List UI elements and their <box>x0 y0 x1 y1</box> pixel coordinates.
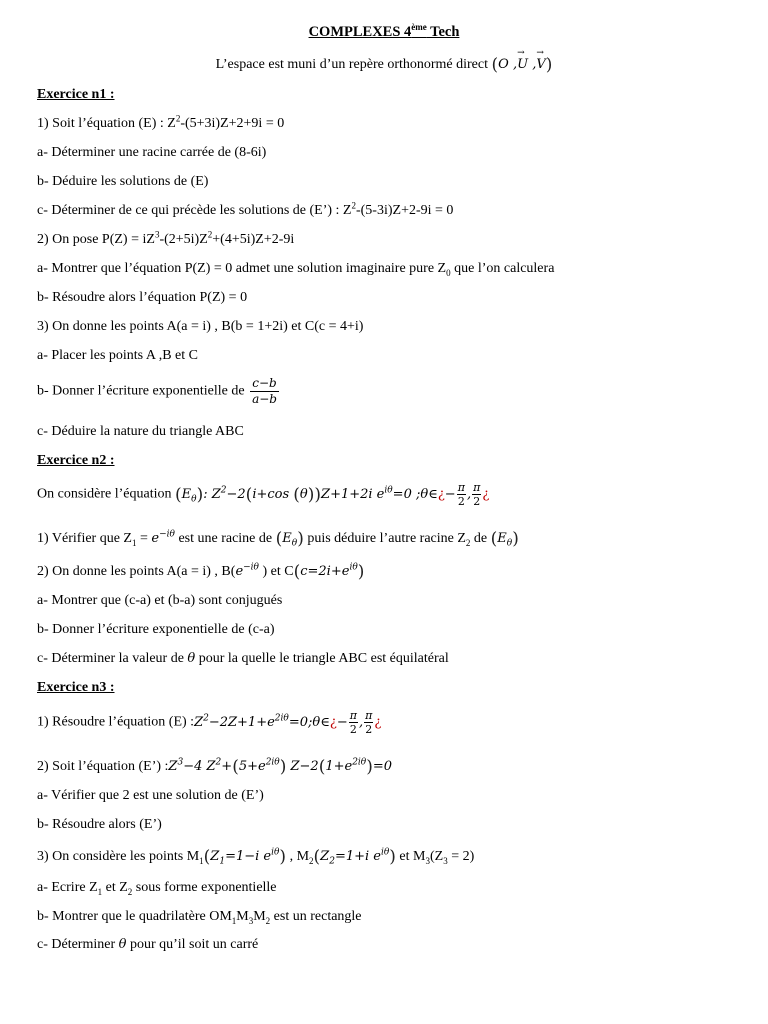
ex1-question-1a: a- Déterminer une racine carrée de (8-6i) <box>37 145 267 160</box>
ex3-question-2: 2) Soit l’équation (E’) $:Z^3-4$ $Z^2+(5+e^{2i\theta})$ $Z-2(1+e^{2i\theta})=0$ <box>37 757 393 777</box>
ex1-question-2b: b- Résoudre alors l’équation P(Z) = 0 <box>37 290 248 305</box>
ex2-question-2a: a- Montrer que (c-a) et (b-a) sont conjugués <box>37 593 283 608</box>
ex3-question-3: 3) On considère les points $M_1(Z_1=1-i$ $e^{i\theta}$) , $M_2(Z_2=1+i$ $e^{i\theta}$) et $M_3(Z_3 = 2)$ <box>37 847 475 867</box>
ex3-question-3a: a- Ecrire $Z_1$ et $Z_2$ sous forme exponentielle <box>37 880 277 897</box>
ex1-question-2: 2) On pose $P(Z) = iZ^3-(2+5i)Z^2+(4+5i)Z+2-9i$ <box>37 229 295 247</box>
ex1-question-3a: a- Placer les points A ,B et C <box>37 348 198 363</box>
ex1-question-1b: b- Déduire les solutions de (E) <box>37 174 209 189</box>
ex3-question-1: 1) Résoudre l’équation (E) $:Z^2-2Z+1+e^{2i\theta}=0;\theta\in¿-$ $\frac{\pi}{2}$ , $\frac{\pi}{2}$ ¿ <box>37 709 382 736</box>
ex3-question-3c: c- Déterminer θ pour qu’il soit un carré <box>37 937 259 952</box>
ex2-intro: On considère l’équation $(E_\theta)$: $Z^2-2(i+\cos$ (θ))Z+1+2i $e^{i\theta}=0$ ;θ∈¿− $\frac{\pi}{2}$ , $\frac{\pi}{2}$ ¿ <box>37 481 490 508</box>
ex2-question-2b: b- Donner l’écriture exponentielle de (c-a) <box>37 622 275 637</box>
frame-notation: (O ,→ U ,→ V) <box>492 57 553 72</box>
ex1-question-1c: c- Déterminer de ce qui précède les solutions de (E’) : $Z^2-(5-3i)Z+2-9i = 0$ <box>37 200 454 218</box>
ex1-question-3b: b- Donner l’écriture exponentielle de $\frac{c-b}{a-b}$ <box>37 376 277 406</box>
exercise-3-heading: Exercice n3 : <box>37 680 115 695</box>
exercise-2-heading: Exercice n2 : <box>37 453 115 468</box>
ex3-question-2a: a- Vérifier que 2 est une solution de (E’) <box>37 788 264 803</box>
ex2-question-2c: c- Déterminer la valeur de θ pour la quelle le triangle ABC est équilatéral <box>37 651 449 666</box>
ex3-question-3b: b- Montrer que le quadrilatère $OM_1M_3M_2$ est un rectangle <box>37 909 362 926</box>
subtitle: L’espace est muni d’un repère orthonormé direct (O ,→ U ,→ V) <box>0 55 768 75</box>
exercise-1-heading: Exercice n1 : <box>37 87 115 102</box>
ex2-question-1: 1) Vérifier que $Z_1 = e^{-i\theta}$ est une racine de $(E_\theta)$ puis déduire l’autre racine $Z_2$ de $(E_\theta)$ <box>37 529 519 549</box>
document-title: COMPLEXES 4ème Tech <box>308 22 460 40</box>
fraction-c-b-over-a-b: $\frac{c-b}{a-b}$ <box>252 376 277 406</box>
ex2-question-2: 2) On donne les points A(a = i) , $B(e^{-i\theta}$ ) et $C(c=2i+e^{i\theta})$ <box>37 562 365 582</box>
ex1-question-2a: a- Montrer que l’équation P(Z) = 0 admet une solution imaginaire pure $Z_0$ que l’on calculera <box>37 261 555 278</box>
ex1-question-3c: c- Déduire la nature du triangle ABC <box>37 424 244 439</box>
ex1-question-3: 3) On donne les points A(a = i) , B(b = 1+2i) et C(c = 4+i) <box>37 319 364 334</box>
ex1-question-1: 1) Soit l’équation (E) : $Z^2-(5+3i)Z+2+9i = 0$ <box>37 113 285 131</box>
ex3-question-2b: b- Résoudre alors (E’) <box>37 817 162 832</box>
